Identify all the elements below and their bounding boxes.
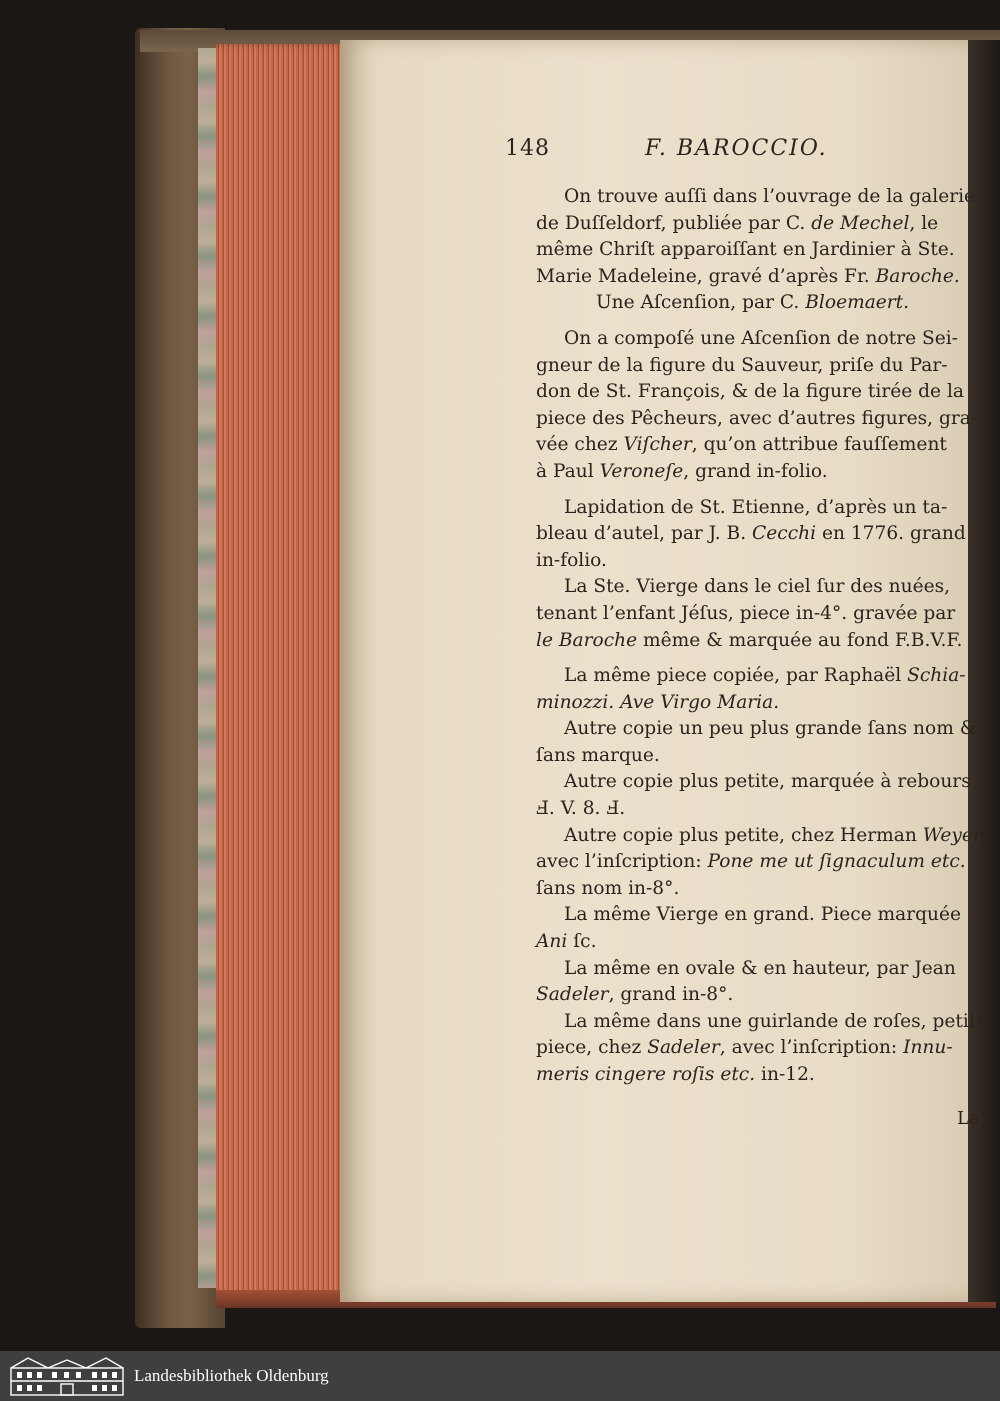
text-line (536, 326, 966, 353)
text-segment: de Duſſeldorf, publiée par C. (536, 212, 812, 234)
text-line (536, 432, 966, 459)
text-line (536, 601, 966, 628)
text-segment: Autre copie plus petite, chez Herman (564, 824, 923, 846)
text-segment: bleau d’autel, par J. B. (536, 523, 753, 545)
text-line (536, 690, 966, 717)
running-head: F. BAROCCIO. (645, 136, 828, 161)
text-segment: La même dans une guirlande de roſes, petite (564, 1010, 988, 1032)
italic-segment: Bloemaert. (805, 292, 910, 314)
text-segment: , le (909, 212, 939, 234)
footer-bar (0, 1351, 1000, 1401)
text-segment: On trouve auſſi dans l’ouvrage de la galerie (564, 186, 976, 207)
text-line (536, 406, 978, 433)
page-body (536, 184, 991, 1089)
text-line (536, 290, 966, 317)
text-line (536, 264, 966, 291)
text-segment: , avec l’inſcription: (719, 1037, 904, 1059)
text-segment: ſc. (567, 931, 597, 953)
text-line (536, 521, 966, 548)
text-segment: La même piece copiée, par Raphaël (564, 665, 908, 687)
text-segment: Autre copie un peu plus grande ſans nom & (564, 718, 977, 740)
text-line (536, 353, 966, 380)
text-segment: in-folio. (536, 549, 607, 571)
italic-segment: de Mechel (811, 212, 910, 234)
text-segment: tenant l’enfant Jéſus, piece in-4°. gravée par (536, 602, 956, 624)
page-text (340, 130, 991, 1130)
text-segment: Lapidation de St. Etienne, d’après un ta- (564, 496, 948, 518)
text-line (536, 929, 966, 956)
italic-segment: Sadeler (647, 1037, 720, 1059)
page-header (340, 136, 968, 168)
text-line (536, 211, 966, 238)
italic-segment: Weyen, (922, 824, 991, 846)
library-name: Landesbibliothek Oldenburg (134, 1366, 329, 1385)
text-line (536, 876, 966, 903)
page-edges (216, 44, 350, 1306)
text-segment: Autre copie plus petite, marquée à rebours (564, 771, 971, 793)
text-line (536, 1062, 966, 1089)
italic-segment: minozzi. (536, 691, 615, 713)
text-line (536, 902, 966, 929)
text-line (536, 237, 966, 264)
library-building-icon (8, 1354, 126, 1398)
italic-segment: Cecchi (752, 523, 817, 545)
text-segment: , grand in-folio. (683, 460, 828, 482)
italic-segment: Ani (536, 931, 568, 953)
text-segment: à Paul (536, 460, 600, 482)
text-line (536, 1035, 966, 1062)
text-line (536, 628, 966, 655)
text-line (536, 982, 966, 1009)
italic-segment: le Baroche (536, 629, 638, 651)
italic-segment: Viſcher (623, 434, 692, 456)
text-segment: don de St. François, & de la figure tirée de la (536, 381, 964, 403)
italic-segment: Ave Virgo Maria. (620, 691, 780, 713)
italic-segment: Baroche. (875, 265, 960, 287)
text-segment: Marie Madeleine, gravé d’après Fr. (536, 265, 876, 287)
text-line (536, 459, 966, 486)
italic-segment: Schia- (907, 665, 966, 687)
text-segment: , qu’on attribue fauſſement (691, 434, 947, 456)
text-line (536, 574, 966, 601)
text-line (536, 548, 966, 575)
text-segment: La Ste. Vierge dans le ciel ſur des nuées, (564, 576, 951, 598)
italic-segment: Sadeler (536, 984, 609, 1006)
text-segment: gneur de la figure du Sauveur, priſe du Par- (536, 354, 948, 376)
text-line (536, 184, 976, 211)
text-line (536, 849, 966, 876)
italic-segment: Veroneſe (599, 460, 684, 482)
italic-segment: Innu- (903, 1037, 953, 1059)
text-segment: La même Vierge en grand. Piece marquée (564, 904, 962, 926)
text-line (536, 823, 991, 850)
text-segment: Ⅎ. V. 8. Ⅎ. (536, 798, 626, 820)
text-segment: en 1776. grand (816, 523, 966, 545)
text-segment: piece des Pêcheurs, avec d’autres figures, gra- (536, 407, 978, 429)
text-segment: ſans nom in-8°. (536, 877, 680, 899)
text-segment: On a compoſé une Aſcenſion de notre Sei- (564, 327, 958, 349)
text-line (536, 1009, 988, 1036)
text-line (536, 796, 966, 823)
italic-segment: Pone me ut ſignaculum etc. (707, 851, 966, 873)
text-line (536, 716, 977, 743)
text-line (536, 769, 971, 796)
page-number: 148 (505, 136, 550, 161)
text-line (536, 379, 966, 406)
italic-segment: meris cingere roſis etc. (536, 1064, 756, 1085)
text-line (536, 495, 966, 522)
text-segment: , grand in-8°. (608, 984, 734, 1006)
text-line (536, 663, 966, 690)
text-line (536, 743, 966, 770)
text-segment: piece, chez (536, 1037, 648, 1059)
text-segment: avec l’inſcription: (536, 851, 708, 873)
text-segment: in-12. (755, 1064, 815, 1085)
text-segment: La même en ovale & en hauteur, par Jean (564, 957, 956, 979)
text-segment: même Chriſt apparoiſſant en Jardinier à Ste. (536, 239, 955, 261)
text-segment: ſans marque. (536, 744, 660, 766)
text-segment: vée chez (536, 434, 624, 456)
text-segment: même & marquée au fond F.B.V.F. (637, 629, 963, 651)
text-segment: Une Aſcenſion, par C. (596, 292, 806, 314)
catchword: La (957, 1108, 980, 1129)
text-line (536, 956, 966, 983)
